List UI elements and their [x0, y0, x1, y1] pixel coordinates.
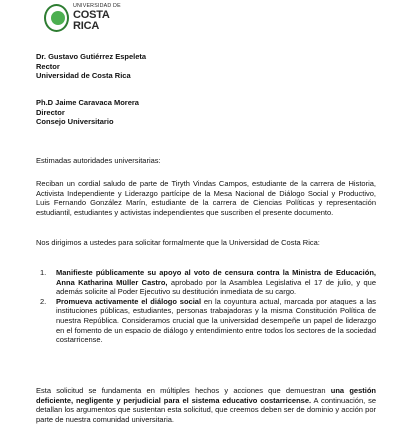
recipient-role: Director [36, 107, 65, 117]
recipient-director [36, 98, 376, 127]
request-paragraph: Nos dirigimos a ustedes para solicitar formalmente que la Universidad de Costa Rica: [36, 238, 320, 247]
list-item-number: 1. [40, 268, 47, 277]
list-item [36, 268, 376, 297]
university-logo [44, 2, 130, 34]
list-item-bold: Manifieste públicamente su apoyo al voto de censura contra la Ministra de Educación, Anna Katharina Müller Castro, [56, 268, 376, 287]
list-item-number: 2. [40, 296, 47, 306]
list-item-bold: Promueva activamente el diálogo social [56, 296, 202, 306]
basis-text-bold: una gestión deficiente, negligente y perjudicial para el sistema educativo costarricense. [36, 386, 376, 405]
logo-small-text: UNIVERSIDAD DE [72, 2, 121, 9]
basis-text-post: A continuación, se detallan los argumentos que sustentan esta solicitud, que creemos deben ser de dominio y acción por parte de nuestra comunidad universitaria. [36, 395, 376, 424]
university-seal-icon [44, 4, 69, 32]
salutation: Estimadas autoridades universitarias: [36, 156, 161, 165]
recipient-org: Universidad de Costa Rica [36, 71, 131, 81]
logo-big-text: COSTA RICA [72, 9, 110, 33]
list-item [36, 297, 376, 345]
logo-text [73, 4, 130, 32]
recipient-name: Dr. Gustavo Gutiérrez Espeleta [36, 52, 147, 61]
request-list [36, 268, 376, 345]
intro-paragraph: Reciban un cordial saludo de parte de Tiryth Vindas Campos, estudiante de la carrera de Historia, Activista Independiente y Liderazgo partícipe de la Mesa Nacional de Diálogo Social y Productivo, Luis Fernando González Marín, estudiante de la carrera de Ciencias Políticas y representación estudiantil, estudiantes y activistas independientes que suscriben el presente documento. [36, 179, 376, 217]
recipient-org: Consejo Universitario [36, 117, 114, 127]
recipient-role: Rector [36, 61, 60, 71]
recipient-name: Ph.D Jaime Caravaca Morera [36, 98, 139, 107]
recipient-rector [36, 52, 376, 81]
basis-paragraph [36, 386, 376, 424]
list-item-text: aprobado por la Asamblea Legislativa el 17 de julio, y que además solicite al Poder Ejecutivo su destitución inmediata de su cargo. [56, 277, 376, 297]
list-item-text: en la coyuntura actual, marcada por ataques a las instituciones públicas, estudiantes, personas trabajadoras y la misma Constitución Política de nuestra República. Consideramos crucial que la universidad desempeñe un papel de liderazgo en el fomento de un espacio de diálogo y entendimiento entre todos los sectores de la sociedad costarricense. [56, 296, 377, 345]
basis-text-pre: Esta solicitud se fundamenta en múltiples hechos y acciones que demuestran [36, 386, 331, 395]
